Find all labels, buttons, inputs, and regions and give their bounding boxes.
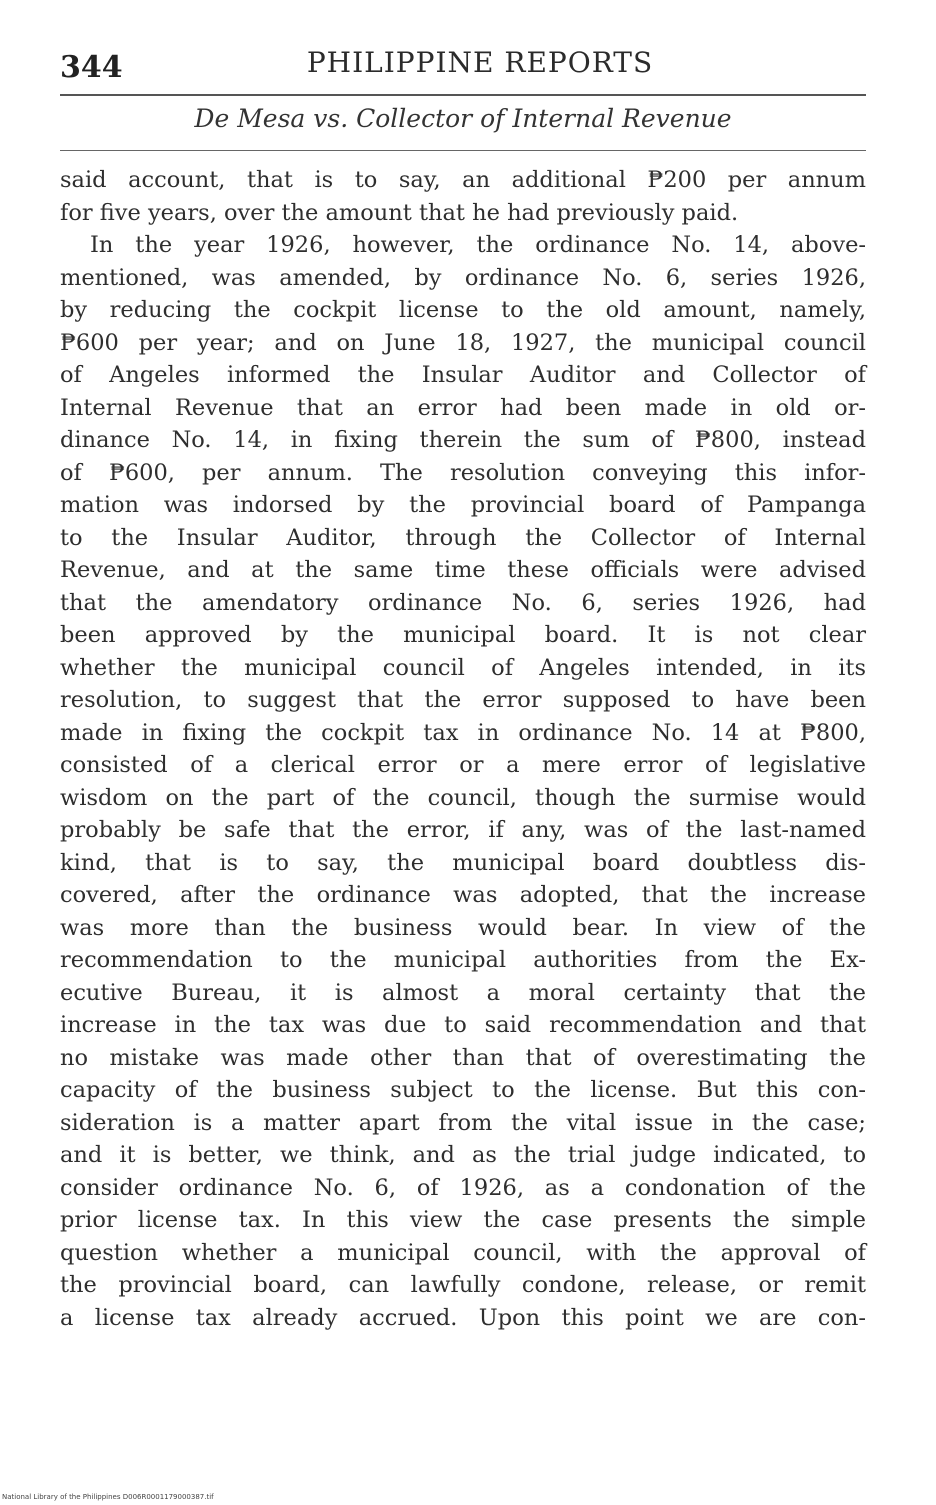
text-line: In the year 1926, however, the ordinance No. 14, above- [90,232,866,258]
text-line: sideration is a matter apart from the vital issue in the case; [60,1109,866,1136]
text-line: to the Insular Auditor, through the Collector of Internal [60,524,866,551]
text-line: wisdom on the part of the council, though the surmise would [60,784,866,811]
text-line: Revenue, and at the same time these officials were advised [60,557,866,583]
text-line: capacity of the business subject to the license. But this con- [60,1077,866,1103]
text-line: was more than the business would bear. In view of the [60,914,866,941]
header-rule-top [60,94,866,96]
text-line: mation was indorsed by the provincial board of Pampanga [60,492,866,518]
text-line: mentioned, was amended, by ordinance No. 6, series 1926, [60,264,866,291]
text-line: for five years, over the amount that he had previously paid. [60,199,739,226]
text-line: kind, that is to say, the municipal board doubtless dis- [60,849,866,876]
text-line: covered, after the ordinance was adopted, that the increase [60,882,866,908]
text-line: Internal Revenue that an error had been made in old or- [60,394,866,421]
text-line: made in fixing the cockpit tax in ordinance No. 14 at ₱800, [60,719,866,746]
text-line: prior license tax. In this view the case presents the simple [60,1207,866,1233]
running-head: PHILIPPINE REPORTS [306,46,654,79]
text-line: ₱600 per year; and on June 18, 1927, the municipal council [60,329,866,356]
text-line: resolution, to suggest that the error supposed to have been [60,687,866,713]
body-text [60,164,866,1334]
text-line: recommendation to the municipal authorities from the Ex- [60,947,866,973]
case-title: De Mesa vs. Collector of Internal Revenue [194,104,732,133]
text-line: of ₱600, per annum. The resolution conveying this infor- [60,459,866,486]
text-line: dinance No. 14, in fixing therein the sum of ₱800, instead [60,427,866,453]
text-line: by reducing the cockpit license to the old amount, namely, [60,297,866,323]
footer-stamp: National Library of the Philippines D006R0001179000387.tif [2,1493,214,1501]
text-line: ecutive Bureau, it is almost a moral certainty that the [60,979,866,1006]
text-line: been approved by the municipal board. It is not clear [60,622,866,648]
text-line: that the amendatory ordinance No. 6, series 1926, had [60,589,866,616]
text-line: consisted of a clerical error or a mere error of legislative [60,752,866,778]
page-number: 344 [60,50,123,85]
text-line: and it is better, we think, and as the trial judge indicated, to [60,1142,866,1168]
text-line: question whether a municipal council, with the approval of [60,1239,866,1266]
text-line: of Angeles informed the Insular Auditor and Collector of [60,362,866,388]
text-line: increase in the tax was due to said recommendation and that [60,1012,866,1038]
text-line: whether the municipal council of Angeles intended, in its [60,654,866,681]
text-line: consider ordinance No. 6, of 1926, as a condonation of the [60,1174,866,1201]
text-line: the provincial board, can lawfully condone, release, or remit [60,1272,866,1298]
header-rule-bottom [60,150,866,151]
text-line: no mistake was made other than that of overestimating the [60,1044,866,1071]
text-line: a license tax already accrued. Upon this point we are con- [60,1304,866,1331]
text-line: probably be safe that the error, if any, was of the last-named [60,817,866,843]
text-line: said account, that is to say, an additional ₱200 per annum [60,167,866,193]
